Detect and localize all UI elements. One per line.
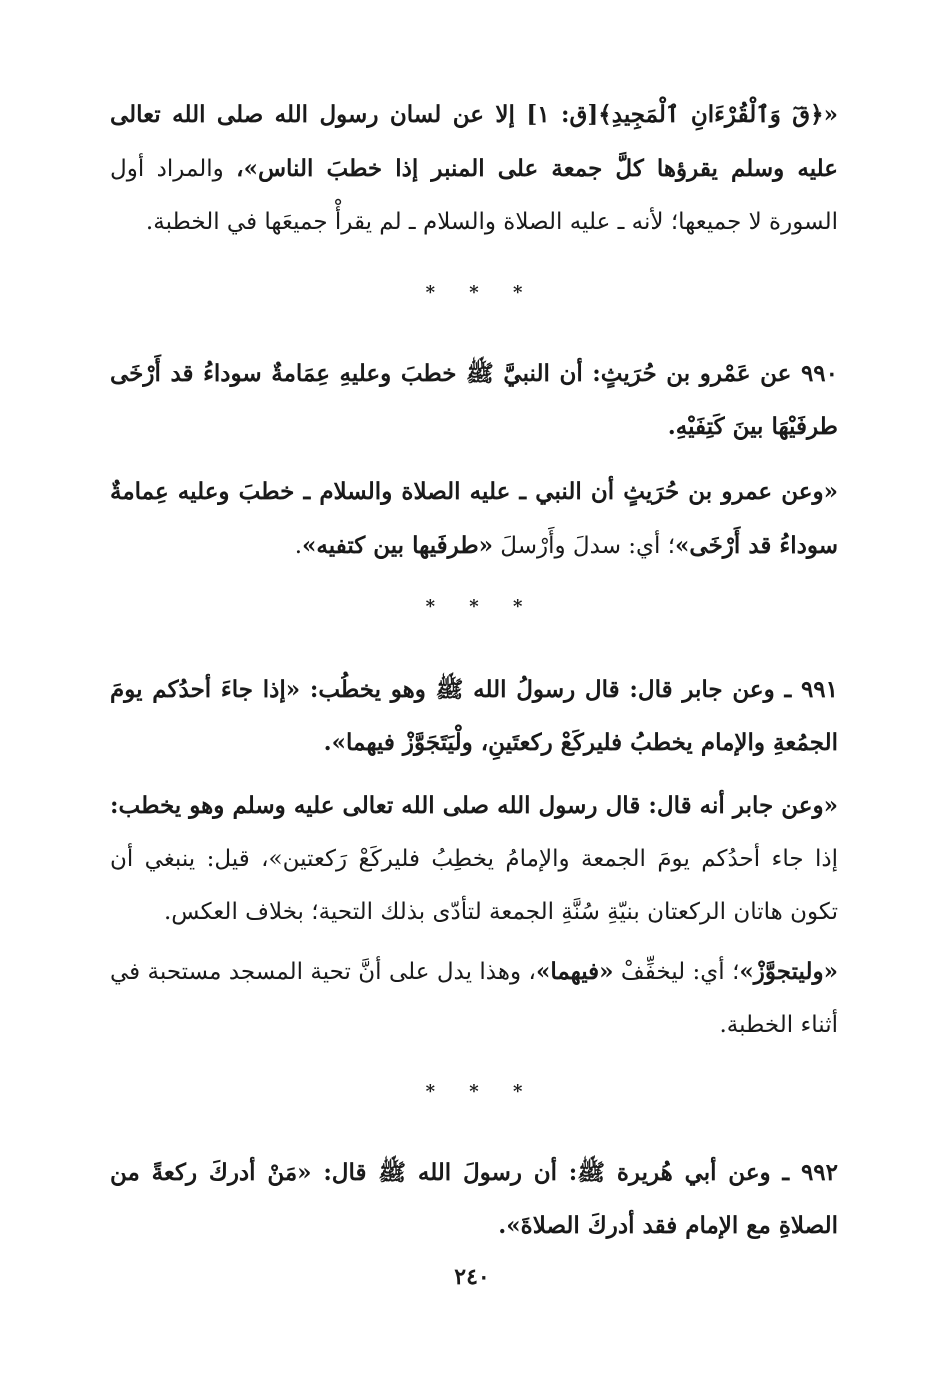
- page-body: [110, 88, 838, 1252]
- commentary-paragraph-991-b: [110, 945, 838, 1052]
- section-divider: * * *: [425, 1081, 537, 1102]
- quoted-text: «وعن جابر أنه قال: قال رسول الله صلى الله تعالى عليه وسلم وهو يخطب:: [110, 792, 838, 819]
- section-divider: * * *: [425, 282, 537, 303]
- hadith-991: ٩٩١ ـ وعن جابر قال: قال رسولُ الله ﷺ وهو يخطُب: «إذا جاءَ أحدُكم يومَ الجمُعةِ والإمام يخطبُ فليركَعْ ركعتَينِ، ولْيَتَجَوَّزْ فيهما».: [110, 676, 838, 756]
- quoted-text: «طرفَيها بين كتفيه»: [302, 532, 493, 559]
- commentary-paragraph-990: [110, 465, 838, 573]
- commentary-text: ؛ أي: ليخفِّفْ: [613, 959, 740, 985]
- page-number: ٢٤٠: [454, 1264, 490, 1290]
- commentary-paragraph-991-a: [110, 779, 838, 939]
- quoted-text: «وعن عمرو بن حُرَيثٍ أن النبي ـ عليه الصلاة والسلام ـ خطبَ وعليه عِمامةٌ سوداءُ قد أَرْخَى»: [110, 478, 838, 559]
- commentary-text: .: [294, 533, 303, 559]
- commentary-paragraph-1: [110, 88, 838, 249]
- hadith-992: ٩٩٢ ـ وعن أبي هُريرة ﷺ: أن رسولَ الله ﷺ قال: «مَنْ أدركَ ركعةً من الصلاةِ مع الإمام فقد أدركَ الصلاةَ».: [110, 1159, 838, 1239]
- quoted-text: «فيهما»: [535, 958, 614, 985]
- commentary-text: ؛ أي: سدلَ وأَرْسلَ: [493, 533, 676, 559]
- quoted-text: «﴿قٓ وَٱلْقُرْءَانِ ٱلْمَجِيدِ﴾[ق: ١] إلا عن لسان رسول الله صلى الله تعالى عليه وسلم يقرؤها كلَّ جمعة على المنبر إذا خطبَ الناس»،: [110, 101, 838, 182]
- hadith-990: ٩٩٠ عن عَمْرو بن حُرَيثٍ: أن النبيَّ ﷺ خطبَ وعليهِ عِمَامةٌ سوداءُ قد أَرْخَى طرفَيْهَا بينَ كَتِفَيْهِ.: [110, 360, 838, 440]
- section-divider: * * *: [425, 596, 537, 617]
- commentary-text: إذا جاء أحدُكم يومَ الجمعة والإمامُ يخطِبُ فليركَعْ رَكعتين»، قيل: ينبغي أن تكون هاتان الركعتان بنيّةِ سُنَّةِ الجمعة لتأدّى بذلك التحية؛ بخلاف العكس.: [110, 846, 838, 925]
- commentary-text: ، وهذا يدل على أنَّ تحية المسجد مستحبة في أثناء الخطبة.: [110, 959, 838, 1038]
- quoted-text: «وليتجوَّزْ»: [739, 958, 838, 985]
- commentary-text: والمراد أول السورة لا جميعها؛ لأنه ـ عليه الصلاة والسلام ـ لم يقرأْ جميعَها في الخطبة.: [110, 156, 838, 235]
